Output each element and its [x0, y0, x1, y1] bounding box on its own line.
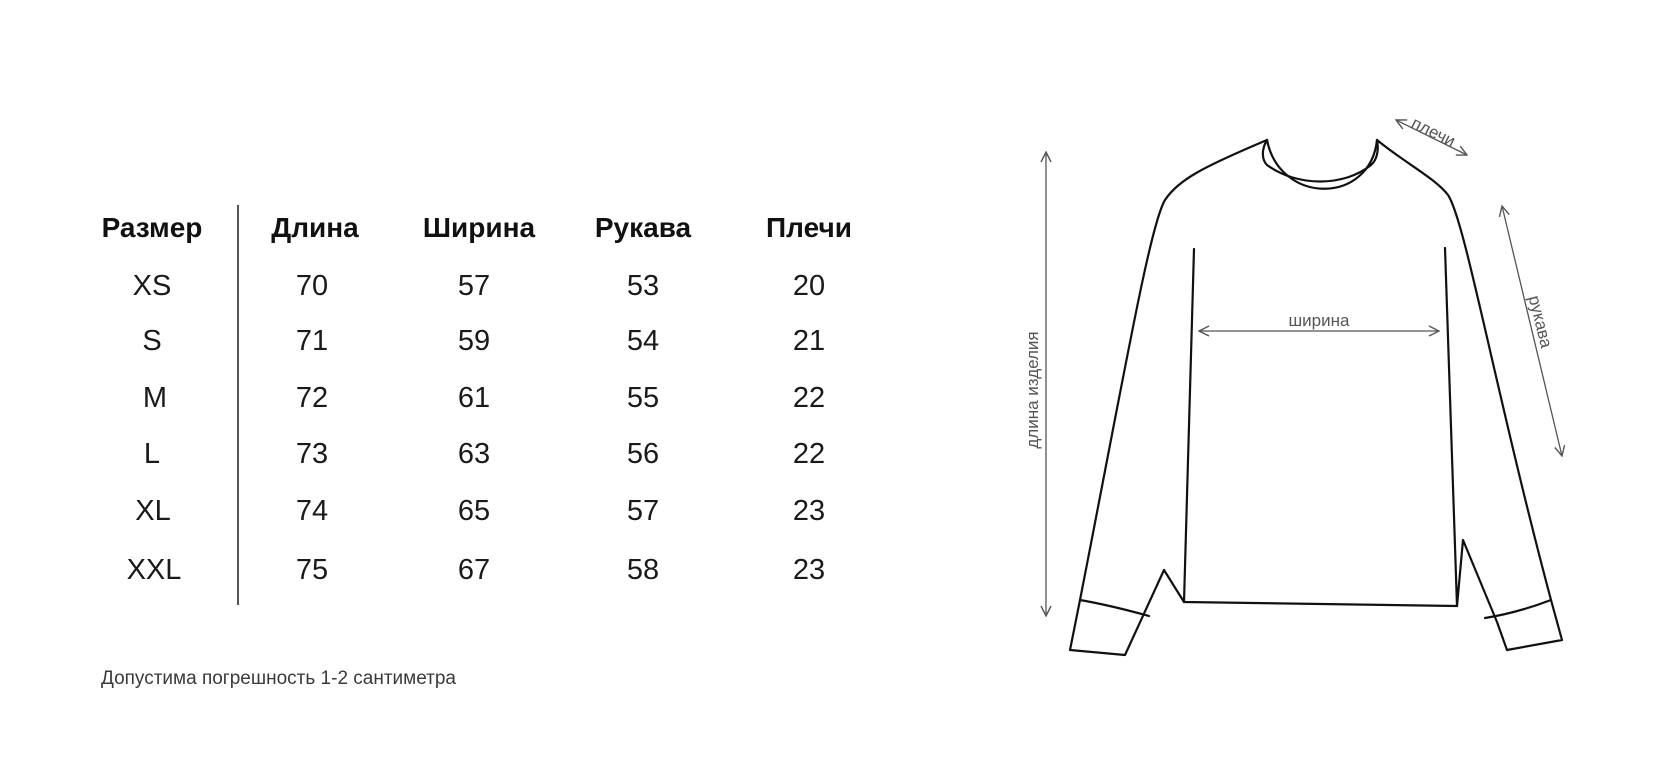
tolerance-note: Допустима погрешность 1-2 сантиметра	[101, 668, 456, 689]
cell-size: XXL	[126, 554, 182, 586]
cell-width: 63	[457, 438, 491, 470]
length-label: длина изделия	[1023, 331, 1042, 449]
cell-length: 71	[295, 325, 329, 357]
cell-width: 65	[457, 495, 491, 527]
cell-sleeve: 55	[626, 382, 660, 414]
cell-shoulders: 22	[792, 382, 826, 414]
header-shoulders: Плечи	[766, 212, 852, 243]
cell-length: 74	[295, 495, 329, 527]
right-cuff-seam	[1485, 600, 1551, 618]
cell-width: 67	[457, 554, 491, 586]
cell-length: 72	[295, 382, 329, 414]
cell-shoulders: 22	[792, 438, 826, 470]
measurement-arrows	[1046, 120, 1562, 616]
cell-length: 70	[295, 270, 329, 302]
header-sleeve: Рукава	[594, 212, 692, 243]
cell-shoulders: 23	[792, 554, 826, 586]
header-length: Длина	[271, 212, 359, 243]
cell-width: 61	[457, 382, 491, 414]
sweatshirt-outline	[1070, 140, 1562, 655]
width-label: ширина	[1288, 311, 1350, 330]
cell-size: XL	[135, 495, 171, 527]
cell-sleeve: 58	[626, 554, 660, 586]
sleeve-label: рукава	[1524, 293, 1557, 350]
header-width: Ширина	[422, 212, 536, 243]
cell-width: 59	[457, 325, 491, 357]
cell-sleeve: 56	[626, 438, 660, 470]
cell-size: M	[142, 382, 168, 414]
left-armhole-seam	[1184, 249, 1194, 602]
cell-size: S	[142, 325, 162, 357]
cell-length: 75	[295, 554, 329, 586]
cell-size: L	[143, 438, 161, 470]
cell-shoulders: 23	[792, 495, 826, 527]
shoulders-label: плечи	[1408, 113, 1459, 151]
cell-shoulders: 20	[792, 270, 826, 302]
right-armhole-seam	[1445, 248, 1457, 606]
cell-size: XS	[132, 270, 172, 302]
header-size: Размер	[101, 212, 203, 243]
cell-width: 57	[457, 270, 491, 302]
garment-body-outline	[1070, 140, 1562, 655]
cell-sleeve: 54	[626, 325, 660, 357]
cell-length: 73	[295, 438, 329, 470]
cell-sleeve: 53	[626, 270, 660, 302]
cell-sleeve: 57	[626, 495, 660, 527]
left-cuff-seam	[1080, 600, 1149, 616]
cell-shoulders: 21	[792, 325, 826, 357]
